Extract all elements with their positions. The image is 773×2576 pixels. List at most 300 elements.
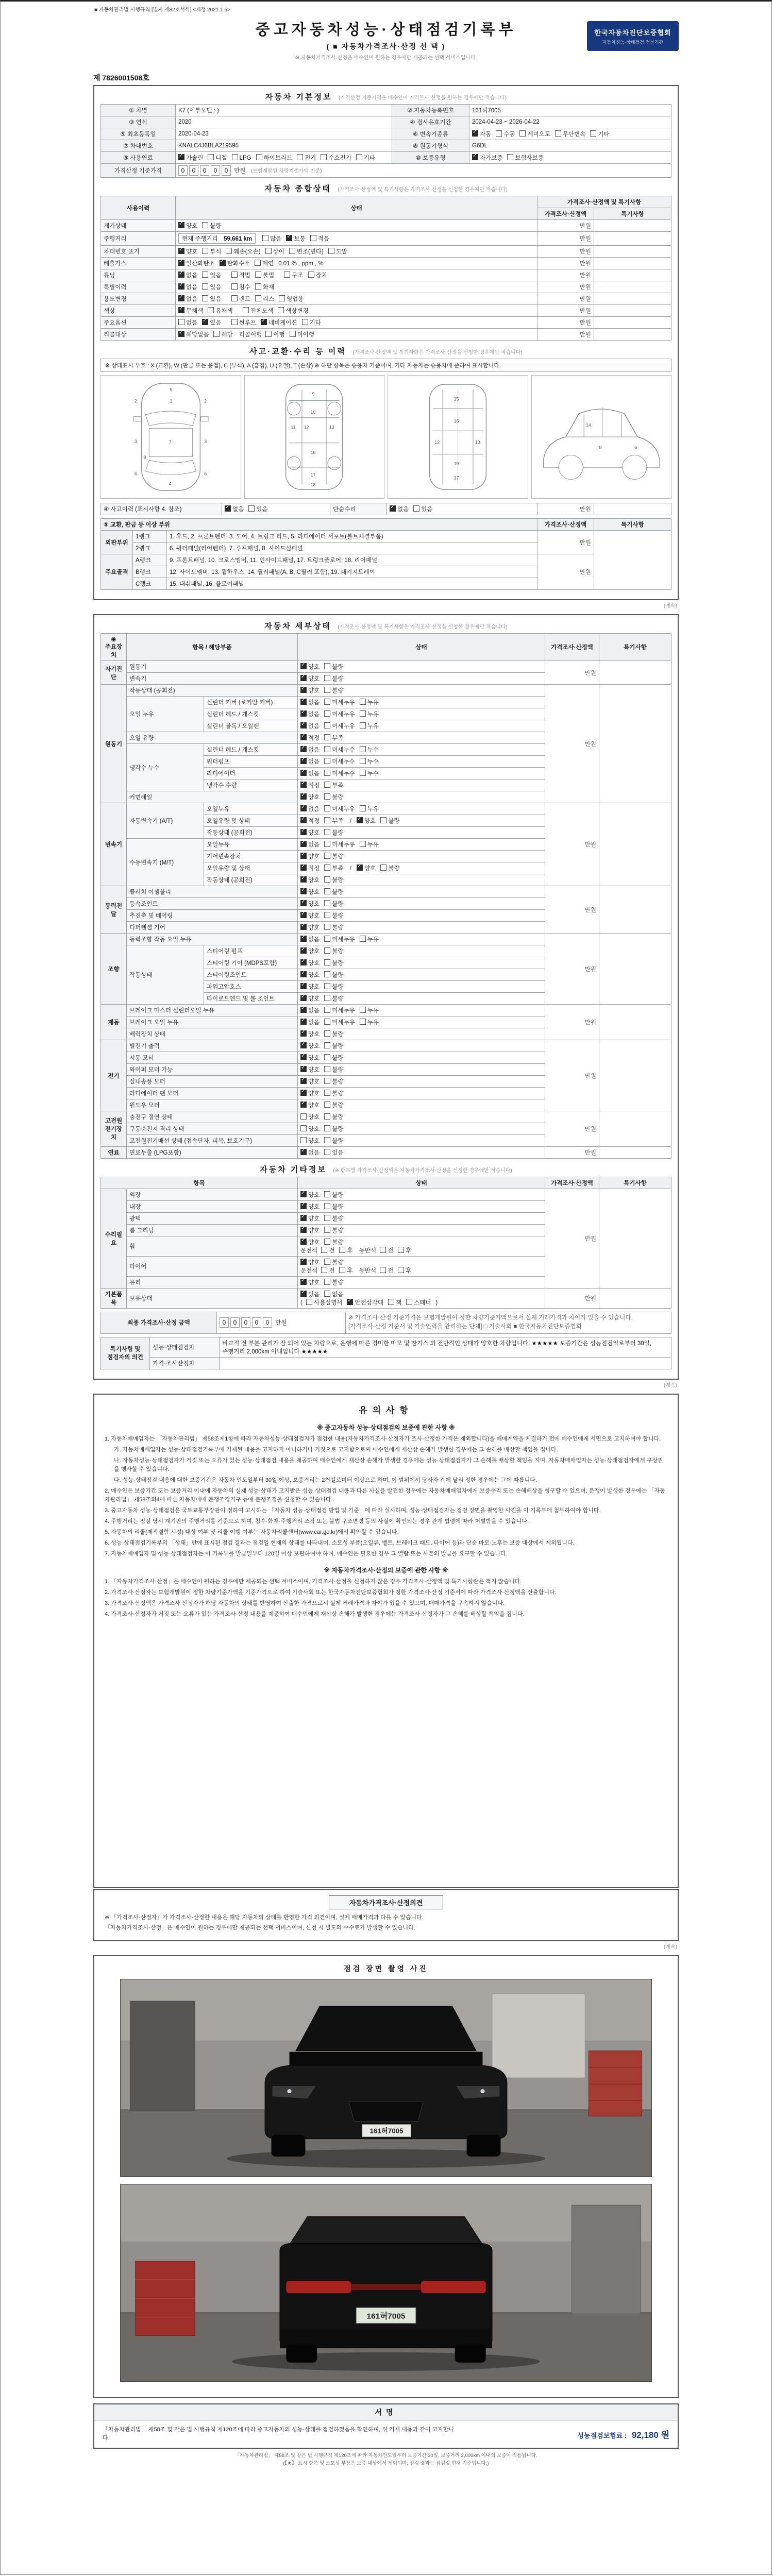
checkbox-option[interactable] (300, 864, 320, 872)
checkbox-option[interactable] (398, 1266, 411, 1275)
checkbox-option[interactable] (339, 1266, 352, 1275)
checkbox-option[interactable] (324, 982, 343, 991)
checkbox-option[interactable] (300, 781, 320, 789)
unchecked-checkbox-icon[interactable] (321, 1247, 327, 1253)
checked-checkbox-icon[interactable] (300, 1066, 307, 1072)
checkbox-option[interactable] (300, 1042, 320, 1050)
checkbox-option[interactable] (300, 663, 320, 671)
checked-checkbox-icon[interactable] (300, 995, 307, 1001)
checkbox-option[interactable] (324, 1101, 343, 1109)
checkbox-option[interactable] (300, 722, 320, 730)
checked-checkbox-icon[interactable] (300, 1007, 307, 1013)
checked-checkbox-icon[interactable] (300, 793, 307, 800)
checked-checkbox-icon[interactable] (300, 1191, 307, 1197)
checkbox-option[interactable] (300, 793, 320, 801)
checked-checkbox-icon[interactable] (300, 1279, 307, 1285)
checkbox-option[interactable] (231, 295, 250, 303)
checkbox-option[interactable] (519, 130, 550, 138)
checkbox-option[interactable] (324, 840, 355, 849)
checked-checkbox-icon[interactable] (300, 912, 307, 918)
unchecked-checkbox-icon[interactable] (324, 1239, 330, 1245)
checkbox-option[interactable] (302, 318, 321, 327)
checked-checkbox-icon[interactable] (178, 295, 184, 301)
checkbox-option[interactable] (310, 234, 329, 243)
checkbox-option[interactable] (324, 876, 343, 884)
checked-checkbox-icon[interactable] (300, 853, 307, 859)
unchecked-checkbox-icon[interactable] (231, 272, 238, 278)
checked-checkbox-icon[interactable] (300, 722, 307, 728)
checkbox-option[interactable] (178, 259, 215, 267)
unchecked-checkbox-icon[interactable] (380, 1267, 386, 1273)
checkbox-option[interactable] (279, 295, 304, 303)
checked-checkbox-icon[interactable] (300, 1259, 307, 1265)
unchecked-checkbox-icon[interactable] (324, 746, 330, 752)
unchecked-checkbox-icon[interactable] (360, 699, 366, 705)
checked-checkbox-icon[interactable] (347, 1299, 353, 1305)
checkbox-option[interactable] (324, 1054, 343, 1062)
unchecked-checkbox-icon[interactable] (324, 1191, 330, 1197)
checkbox-option[interactable] (324, 663, 343, 671)
unchecked-checkbox-icon[interactable] (265, 331, 272, 337)
unchecked-checkbox-icon[interactable] (324, 1279, 330, 1285)
checkbox-option[interactable] (202, 283, 221, 291)
checkbox-option[interactable] (590, 130, 609, 138)
unchecked-checkbox-icon[interactable] (380, 865, 386, 871)
checkbox-option[interactable] (300, 674, 320, 683)
checkbox-option[interactable] (300, 1258, 320, 1266)
checked-checkbox-icon[interactable] (300, 758, 307, 764)
checkbox-option[interactable] (300, 1278, 320, 1286)
checkbox-option[interactable] (472, 130, 491, 138)
checkbox-option[interactable] (413, 505, 432, 513)
unchecked-checkbox-icon[interactable] (324, 1042, 330, 1048)
checkbox-option[interactable] (300, 1101, 320, 1109)
checkbox-option[interactable] (300, 840, 320, 849)
unchecked-checkbox-icon[interactable] (324, 841, 330, 847)
checkbox-option[interactable] (324, 935, 355, 943)
checkbox-option[interactable] (324, 911, 343, 920)
unchecked-checkbox-icon[interactable] (496, 130, 502, 137)
checkbox-option[interactable] (324, 1202, 343, 1211)
checkbox-option[interactable] (507, 154, 544, 162)
checkbox-option[interactable] (286, 234, 305, 243)
checkbox-option[interactable] (225, 505, 244, 513)
checkbox-option[interactable] (360, 698, 379, 706)
unchecked-checkbox-icon[interactable] (324, 936, 330, 942)
unchecked-checkbox-icon[interactable] (324, 853, 330, 859)
unchecked-checkbox-icon[interactable] (324, 1090, 330, 1096)
unchecked-checkbox-icon[interactable] (308, 272, 314, 278)
checkbox-option[interactable] (324, 1191, 343, 1199)
checkbox-option[interactable] (380, 817, 399, 825)
checked-checkbox-icon[interactable] (300, 1078, 307, 1084)
checked-checkbox-icon[interactable] (390, 505, 396, 512)
checkbox-option[interactable] (339, 1246, 352, 1255)
unchecked-checkbox-icon[interactable] (324, 1066, 330, 1072)
unchecked-checkbox-icon[interactable] (324, 1227, 330, 1233)
checkbox-option[interactable] (178, 222, 197, 230)
unchecked-checkbox-icon[interactable] (324, 1030, 330, 1037)
checkbox-option[interactable] (202, 222, 221, 230)
unchecked-checkbox-icon[interactable] (324, 900, 330, 906)
checked-checkbox-icon[interactable] (220, 260, 226, 266)
checkbox-option[interactable] (202, 295, 221, 303)
checkbox-option[interactable] (360, 745, 379, 754)
checkbox-option[interactable] (306, 1298, 343, 1307)
checked-checkbox-icon[interactable] (300, 1203, 307, 1209)
checkbox-option[interactable] (300, 1054, 320, 1062)
checked-checkbox-icon[interactable] (286, 235, 292, 241)
checkbox-option[interactable] (324, 1125, 343, 1133)
unchecked-checkbox-icon[interactable] (324, 959, 330, 965)
checkbox-option[interactable] (300, 1065, 320, 1074)
unchecked-checkbox-icon[interactable] (324, 971, 330, 977)
checked-checkbox-icon[interactable] (300, 947, 307, 954)
checkbox-option[interactable] (178, 283, 197, 291)
unchecked-checkbox-icon[interactable] (519, 130, 526, 137)
checkbox-option[interactable] (300, 852, 320, 860)
unchecked-checkbox-icon[interactable] (321, 1267, 327, 1273)
checked-checkbox-icon[interactable] (300, 770, 307, 776)
checkbox-option[interactable] (300, 1089, 320, 1097)
checked-checkbox-icon[interactable] (300, 687, 307, 693)
unchecked-checkbox-icon[interactable] (324, 912, 330, 918)
checkbox-option[interactable] (178, 295, 197, 303)
checkbox-option[interactable] (262, 234, 281, 243)
unchecked-checkbox-icon[interactable] (202, 272, 208, 278)
unchecked-checkbox-icon[interactable] (356, 154, 362, 160)
checkbox-option[interactable] (300, 982, 320, 991)
checkbox-option[interactable] (390, 505, 409, 513)
checkbox-option[interactable] (256, 154, 293, 162)
checkbox-option[interactable] (380, 1246, 393, 1255)
checkbox-option[interactable] (178, 271, 197, 279)
checkbox-option[interactable] (300, 805, 320, 813)
unchecked-checkbox-icon[interactable] (324, 734, 330, 740)
checkbox-option[interactable] (321, 1266, 334, 1275)
unchecked-checkbox-icon[interactable] (324, 675, 330, 681)
checkbox-option[interactable] (300, 888, 320, 896)
unchecked-checkbox-icon[interactable] (360, 710, 366, 717)
checked-checkbox-icon[interactable] (300, 1030, 307, 1037)
unchecked-checkbox-icon[interactable] (202, 295, 208, 301)
unchecked-checkbox-icon[interactable] (398, 1247, 404, 1253)
checkbox-option[interactable] (555, 130, 585, 138)
checkbox-option[interactable] (300, 947, 320, 955)
checked-checkbox-icon[interactable] (300, 1215, 307, 1221)
checkbox-option[interactable] (324, 1030, 343, 1038)
unchecked-checkbox-icon[interactable] (213, 331, 220, 337)
checkbox-option[interactable] (324, 1214, 343, 1223)
checkbox-option[interactable] (324, 1077, 343, 1086)
checked-checkbox-icon[interactable] (300, 876, 307, 883)
unchecked-checkbox-icon[interactable] (324, 663, 330, 669)
checkbox-option[interactable] (226, 247, 260, 256)
checked-checkbox-icon[interactable] (178, 272, 184, 278)
checked-checkbox-icon[interactable] (300, 1019, 307, 1025)
checked-checkbox-icon[interactable] (300, 746, 307, 752)
checked-checkbox-icon[interactable] (300, 1054, 307, 1060)
unchecked-checkbox-icon[interactable] (380, 817, 386, 823)
checkbox-option[interactable] (360, 769, 379, 777)
checkbox-option[interactable] (324, 805, 355, 813)
checkbox-option[interactable] (324, 1018, 355, 1026)
unchecked-checkbox-icon[interactable] (300, 1113, 307, 1120)
unchecked-checkbox-icon[interactable] (255, 260, 261, 266)
checkbox-option[interactable] (324, 1042, 343, 1050)
unchecked-checkbox-icon[interactable] (248, 505, 255, 512)
checked-checkbox-icon[interactable] (178, 222, 184, 228)
unchecked-checkbox-icon[interactable] (380, 1247, 386, 1253)
checkbox-option[interactable] (300, 911, 320, 920)
checkbox-option[interactable] (300, 1006, 320, 1014)
checkbox-option[interactable] (300, 1191, 320, 1199)
unchecked-checkbox-icon[interactable] (324, 817, 330, 823)
checked-checkbox-icon[interactable] (178, 154, 184, 160)
checkbox-option[interactable] (300, 1226, 320, 1234)
checked-checkbox-icon[interactable] (300, 1291, 307, 1297)
unchecked-checkbox-icon[interactable] (324, 865, 330, 871)
checkbox-option[interactable] (324, 817, 343, 825)
checkbox-option[interactable] (324, 900, 343, 908)
checkbox-option[interactable] (324, 686, 343, 694)
checkbox-option[interactable] (300, 1113, 320, 1121)
unchecked-checkbox-icon[interactable] (208, 307, 214, 313)
unchecked-checkbox-icon[interactable] (231, 319, 238, 325)
checked-checkbox-icon[interactable] (300, 865, 307, 871)
checkbox-option[interactable] (300, 1030, 320, 1038)
checkbox-option[interactable] (261, 318, 297, 327)
unchecked-checkbox-icon[interactable] (360, 841, 366, 847)
unchecked-checkbox-icon[interactable] (324, 1215, 330, 1221)
checkbox-option[interactable] (202, 318, 221, 327)
checkbox-option[interactable] (300, 1137, 320, 1145)
checkbox-option[interactable] (231, 318, 256, 327)
unchecked-checkbox-icon[interactable] (300, 1125, 307, 1131)
checkbox-option[interactable] (231, 283, 250, 291)
checked-checkbox-icon[interactable] (300, 817, 307, 823)
checkbox-option[interactable] (243, 307, 273, 315)
checkbox-option[interactable] (300, 710, 320, 718)
checked-checkbox-icon[interactable] (300, 805, 307, 811)
checkbox-option[interactable] (290, 330, 314, 338)
unchecked-checkbox-icon[interactable] (324, 1054, 330, 1060)
checkbox-option[interactable] (255, 295, 274, 303)
checked-checkbox-icon[interactable] (357, 865, 363, 871)
checkbox-option[interactable] (324, 888, 343, 896)
checkbox-option[interactable] (388, 1298, 401, 1307)
checkbox-option[interactable] (360, 710, 379, 718)
checkbox-option[interactable] (265, 330, 284, 338)
unchecked-checkbox-icon[interactable] (289, 248, 295, 254)
checked-checkbox-icon[interactable] (300, 841, 307, 847)
checkbox-option[interactable] (360, 722, 379, 730)
unchecked-checkbox-icon[interactable] (324, 876, 330, 883)
unchecked-checkbox-icon[interactable] (310, 235, 316, 241)
checkbox-option[interactable] (232, 154, 251, 161)
unchecked-checkbox-icon[interactable] (360, 746, 366, 752)
unchecked-checkbox-icon[interactable] (256, 154, 262, 160)
checked-checkbox-icon[interactable] (300, 983, 307, 989)
unchecked-checkbox-icon[interactable] (324, 1101, 330, 1108)
unchecked-checkbox-icon[interactable] (290, 331, 296, 337)
checkbox-option[interactable] (324, 734, 343, 742)
checked-checkbox-icon[interactable] (300, 1090, 307, 1096)
checkbox-option[interactable] (202, 271, 221, 279)
checked-checkbox-icon[interactable] (300, 734, 307, 740)
checked-checkbox-icon[interactable] (300, 1149, 307, 1155)
checkbox-option[interactable] (300, 1018, 320, 1026)
unchecked-checkbox-icon[interactable] (324, 1137, 330, 1143)
unchecked-checkbox-icon[interactable] (324, 793, 330, 800)
checked-checkbox-icon[interactable] (300, 699, 307, 705)
checkbox-option[interactable] (300, 900, 320, 908)
checkbox-option[interactable] (300, 1125, 320, 1133)
unchecked-checkbox-icon[interactable] (255, 283, 261, 290)
checkbox-option[interactable] (178, 330, 209, 338)
unchecked-checkbox-icon[interactable] (360, 805, 366, 811)
checkbox-option[interactable] (324, 781, 343, 789)
checkbox-option[interactable] (324, 722, 355, 730)
unchecked-checkbox-icon[interactable] (265, 248, 272, 254)
checkbox-option[interactable] (300, 757, 320, 766)
unchecked-checkbox-icon[interactable] (360, 722, 366, 728)
unchecked-checkbox-icon[interactable] (302, 319, 308, 325)
checkbox-option[interactable] (324, 1065, 343, 1074)
checkbox-option[interactable] (324, 1089, 343, 1097)
unchecked-checkbox-icon[interactable] (324, 770, 330, 776)
unchecked-checkbox-icon[interactable] (324, 924, 330, 930)
unchecked-checkbox-icon[interactable] (300, 1137, 307, 1143)
checked-checkbox-icon[interactable] (300, 900, 307, 906)
unchecked-checkbox-icon[interactable] (202, 248, 208, 254)
checkbox-option[interactable] (324, 769, 355, 777)
checkbox-option[interactable] (300, 959, 320, 967)
checkbox-option[interactable] (178, 247, 197, 256)
checkbox-option[interactable] (324, 674, 343, 683)
checkbox-option[interactable] (360, 935, 379, 943)
unchecked-checkbox-icon[interactable] (255, 295, 261, 301)
checkbox-option[interactable] (300, 1202, 320, 1211)
checkbox-option[interactable] (289, 247, 324, 256)
checkbox-option[interactable] (324, 852, 343, 860)
unchecked-checkbox-icon[interactable] (279, 295, 285, 301)
checkbox-option[interactable] (300, 923, 320, 931)
unchecked-checkbox-icon[interactable] (328, 248, 334, 254)
unchecked-checkbox-icon[interactable] (324, 1149, 330, 1155)
checkbox-option[interactable] (300, 828, 320, 837)
checkbox-option[interactable] (178, 154, 203, 162)
checkbox-option[interactable] (265, 247, 284, 256)
checkbox-option[interactable] (324, 1006, 355, 1014)
unchecked-checkbox-icon[interactable] (297, 154, 303, 160)
checkbox-option[interactable] (324, 1148, 343, 1157)
checked-checkbox-icon[interactable] (300, 1227, 307, 1233)
checkbox-option[interactable] (328, 247, 347, 256)
checkbox-option[interactable] (324, 959, 343, 967)
unchecked-checkbox-icon[interactable] (231, 283, 238, 290)
unchecked-checkbox-icon[interactable] (324, 687, 330, 693)
checkbox-option[interactable] (178, 318, 197, 327)
unchecked-checkbox-icon[interactable] (324, 1125, 330, 1131)
checkbox-option[interactable] (357, 864, 376, 872)
checkbox-option[interactable] (324, 698, 355, 706)
checkbox-option[interactable] (324, 994, 343, 1003)
unchecked-checkbox-icon[interactable] (324, 1203, 330, 1209)
checkbox-option[interactable] (300, 935, 320, 943)
checkbox-option[interactable] (356, 154, 375, 162)
checkbox-option[interactable] (324, 1113, 343, 1121)
checkbox-option[interactable] (324, 1278, 343, 1286)
checkbox-option[interactable] (406, 1298, 431, 1307)
unchecked-checkbox-icon[interactable] (324, 699, 330, 705)
checked-checkbox-icon[interactable] (300, 959, 307, 965)
unchecked-checkbox-icon[interactable] (324, 947, 330, 954)
checkbox-option[interactable] (324, 1137, 343, 1145)
unchecked-checkbox-icon[interactable] (284, 272, 290, 278)
checkbox-option[interactable] (300, 876, 320, 884)
checkbox-option[interactable] (231, 271, 250, 279)
checkbox-option[interactable] (324, 710, 355, 718)
unchecked-checkbox-icon[interactable] (202, 222, 208, 228)
unchecked-checkbox-icon[interactable] (255, 272, 261, 278)
unchecked-checkbox-icon[interactable] (507, 154, 513, 160)
checked-checkbox-icon[interactable] (225, 505, 231, 512)
checked-checkbox-icon[interactable] (300, 924, 307, 930)
unchecked-checkbox-icon[interactable] (324, 710, 330, 717)
unchecked-checkbox-icon[interactable] (231, 295, 238, 301)
checkbox-option[interactable] (496, 130, 515, 138)
checkbox-option[interactable] (255, 283, 274, 291)
checkbox-option[interactable] (360, 1006, 379, 1014)
checkbox-option[interactable] (300, 994, 320, 1003)
unchecked-checkbox-icon[interactable] (306, 1299, 312, 1305)
unchecked-checkbox-icon[interactable] (324, 995, 330, 1001)
checkbox-option[interactable] (324, 745, 355, 754)
checkbox-option[interactable] (321, 1246, 334, 1255)
checked-checkbox-icon[interactable] (300, 675, 307, 681)
checkbox-option[interactable] (278, 307, 308, 315)
unchecked-checkbox-icon[interactable] (590, 130, 596, 137)
unchecked-checkbox-icon[interactable] (324, 1019, 330, 1025)
checkbox-option[interactable] (255, 271, 274, 279)
checkbox-option[interactable] (324, 864, 343, 872)
checked-checkbox-icon[interactable] (178, 248, 184, 254)
checked-checkbox-icon[interactable] (357, 817, 363, 823)
checkbox-option[interactable] (324, 923, 343, 931)
checkbox-option[interactable] (324, 1290, 343, 1298)
unchecked-checkbox-icon[interactable] (339, 1267, 345, 1273)
checkbox-option[interactable] (321, 154, 351, 162)
unchecked-checkbox-icon[interactable] (360, 770, 366, 776)
unchecked-checkbox-icon[interactable] (398, 1267, 404, 1273)
checkbox-option[interactable] (300, 734, 320, 742)
checkbox-option[interactable] (324, 947, 343, 955)
checked-checkbox-icon[interactable] (472, 154, 478, 160)
unchecked-checkbox-icon[interactable] (324, 983, 330, 989)
checkbox-option[interactable] (324, 971, 343, 979)
unchecked-checkbox-icon[interactable] (324, 829, 330, 835)
checkbox-option[interactable] (220, 259, 250, 267)
checkbox-option[interactable] (380, 1266, 393, 1275)
checkbox-option[interactable] (360, 805, 379, 813)
checked-checkbox-icon[interactable] (300, 710, 307, 717)
checkbox-option[interactable] (208, 154, 227, 162)
checkbox-option[interactable] (324, 1226, 343, 1234)
unchecked-checkbox-icon[interactable] (278, 307, 284, 313)
checkbox-option[interactable] (300, 817, 320, 825)
checkbox-option[interactable] (308, 271, 327, 279)
